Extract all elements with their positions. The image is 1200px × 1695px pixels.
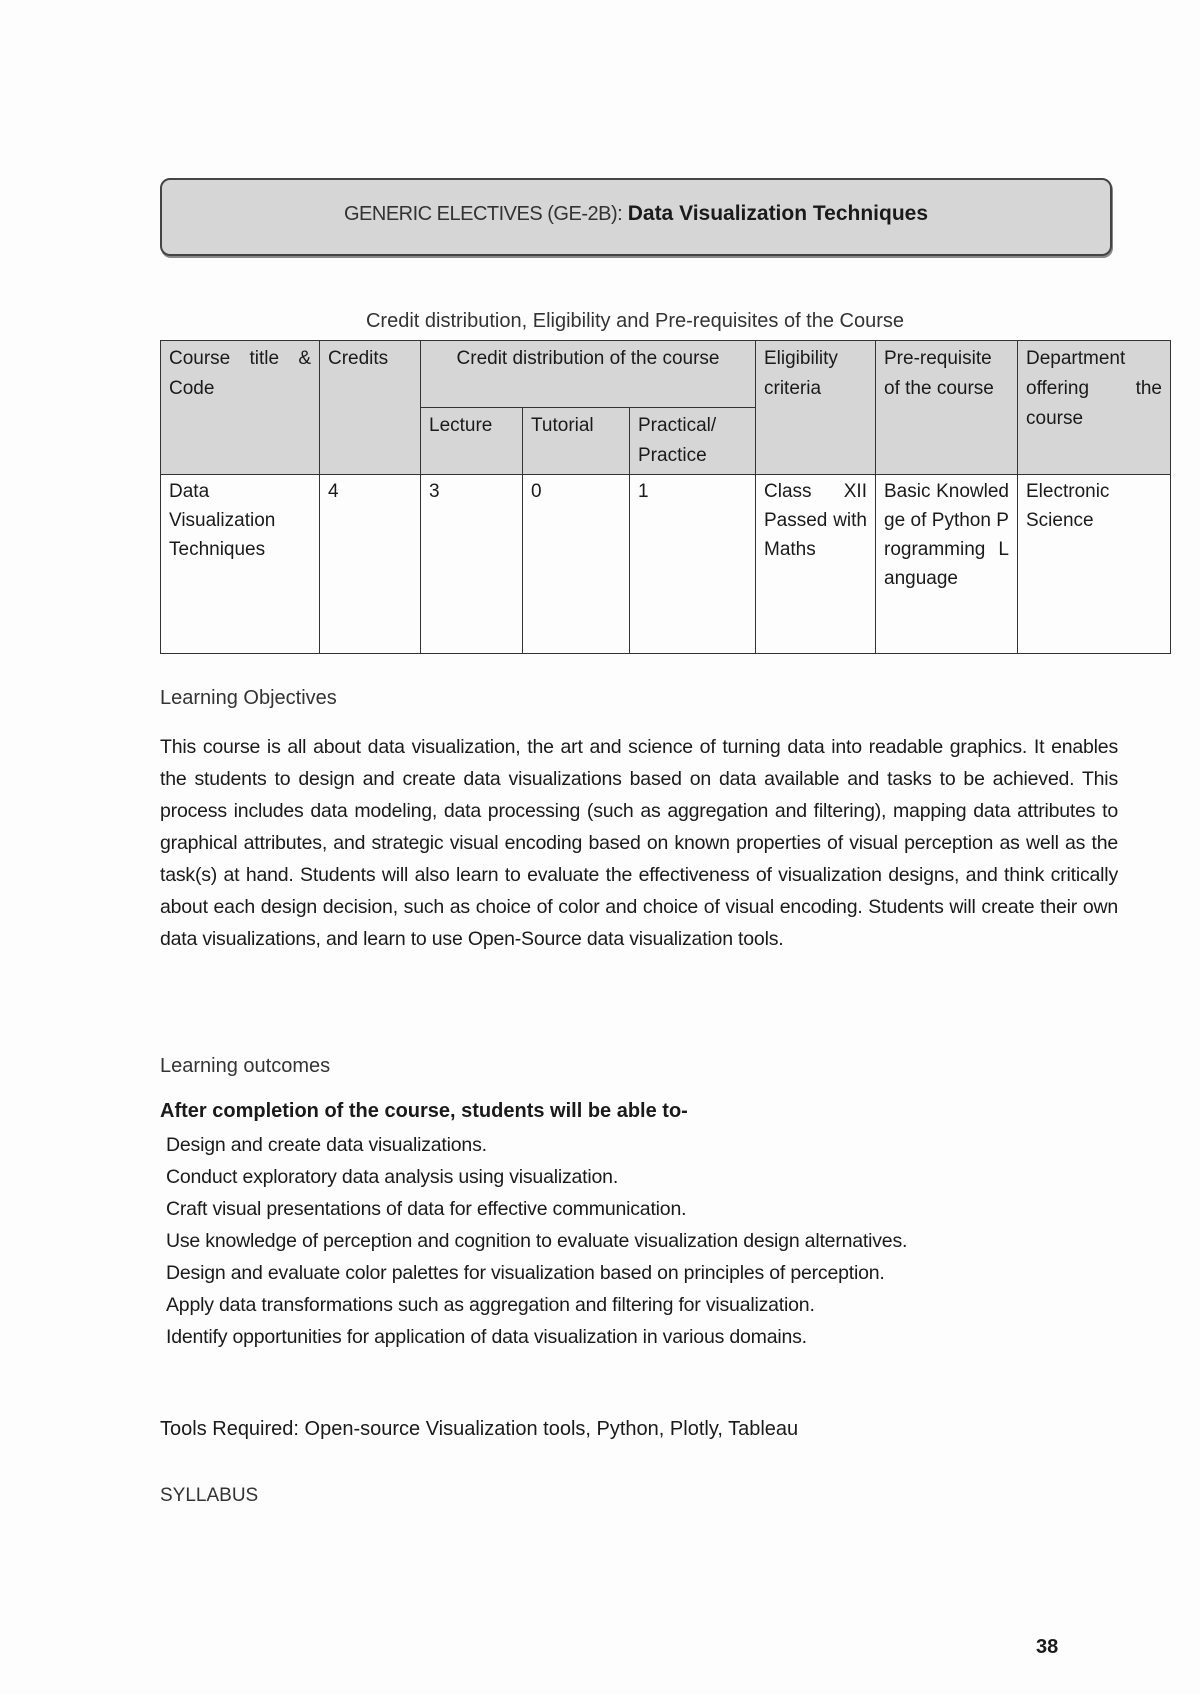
outcomes-lead: After completion of the course, students will be able to- bbox=[160, 1100, 688, 1122]
table-row bbox=[161, 475, 1171, 654]
learning-objectives-text: This course is all about data visualization, the art and science of turning data into readable graphics. It enables the students to design and create data visualizations based on data available and tasks to be achieved. This process includes data modeling, data processing (such as aggregation and filtering), mapping data attributes to graphical attributes, and strategic visual encoding based on known properties of visual perception as well as the task(s) at hand. Students will also learn to evaluate the effectiveness of visualization designs, and think critically about each design decision, such as choice of color and choice of visual encoding. Students will create their own data visualizations, and learn to use Open-Source data visualization tools. bbox=[160, 736, 1118, 950]
cell-tutorial: 0 bbox=[523, 475, 630, 654]
learning-objectives-heading: Learning Objectives bbox=[160, 687, 337, 709]
header-tutorial: Tutorial bbox=[523, 408, 630, 475]
banner-title: Data Visualization Techniques bbox=[627, 202, 929, 225]
course-title-banner bbox=[160, 178, 1112, 256]
header-department: Department offering the course bbox=[1018, 341, 1171, 475]
header-lecture: Lecture bbox=[421, 408, 523, 475]
banner-prefix: GENERIC ELECTIVES (GE-2B): bbox=[343, 203, 623, 225]
credit-distribution-table bbox=[160, 340, 1171, 654]
list-item: Identify opportunities for application of data visualization in various domains. bbox=[166, 1326, 807, 1348]
cell-department: Electronic Science bbox=[1018, 475, 1171, 654]
syllabus-heading: SYLLABUS bbox=[160, 1485, 259, 1506]
table-caption: Credit distribution, Eligibility and Pre-requisites of the Course bbox=[365, 310, 905, 332]
header-eligibility: Eligibility criteria bbox=[756, 341, 876, 475]
learning-outcomes-heading: Learning outcomes bbox=[160, 1055, 331, 1077]
header-credits: Credits bbox=[320, 341, 421, 475]
header-practical: Practical/ Practice bbox=[630, 408, 756, 475]
cell-credits: 4 bbox=[320, 475, 421, 654]
list-item: Craft visual presentations of data for effective communication. bbox=[166, 1198, 687, 1220]
page-number: 38 bbox=[1036, 1636, 1059, 1658]
cell-prerequisite: Basic Knowledge of Python Programming Language bbox=[876, 475, 1018, 654]
list-item: Design and evaluate color palettes for visualization based on principles of perception. bbox=[166, 1262, 885, 1284]
cell-course-title: Data Visualization Techniques bbox=[161, 475, 320, 654]
cell-eligibility: Class XII Passed with Maths bbox=[756, 475, 876, 654]
header-credit-distribution: Credit distribution of the course bbox=[421, 341, 756, 408]
header-prerequisite: Pre-requisite of the course bbox=[876, 341, 1018, 475]
list-item: Apply data transformations such as aggregation and filtering for visualization. bbox=[166, 1294, 815, 1316]
list-item: Conduct exploratory data analysis using visualization. bbox=[166, 1166, 619, 1188]
outcomes-list bbox=[160, 1129, 1072, 1353]
header-course-title: Course title & Code bbox=[161, 341, 320, 475]
cell-lecture: 3 bbox=[421, 475, 523, 654]
list-item: Use knowledge of perception and cognition to evaluate visualization design alternatives. bbox=[166, 1230, 908, 1252]
tools-required: Tools Required: Open-source Visualization tools, Python, Plotly, Tableau bbox=[160, 1418, 799, 1440]
list-item: Design and create data visualizations. bbox=[166, 1134, 487, 1156]
cell-practical: 1 bbox=[630, 475, 756, 654]
